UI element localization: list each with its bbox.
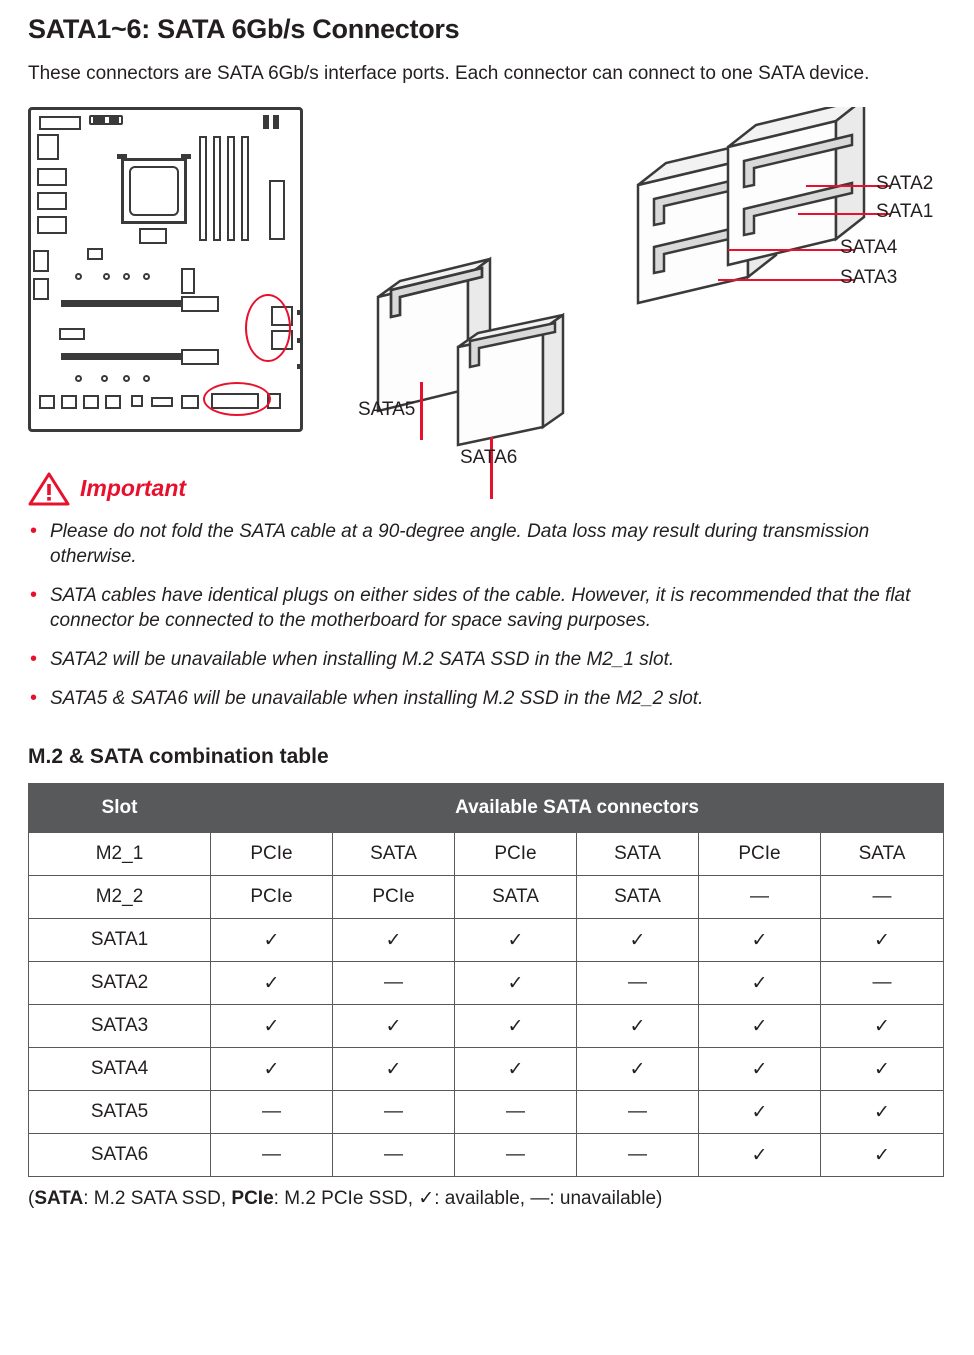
m2-sata-combination-table: [28, 783, 944, 1177]
leader-sata4: [728, 249, 854, 252]
cell: ✓: [699, 1134, 821, 1177]
label-sata4: SATA4: [840, 236, 898, 258]
cell: ✓: [333, 1048, 455, 1091]
cell: —: [577, 962, 699, 1005]
legend-pcie-key: PCIe: [231, 1188, 274, 1210]
cell: ✓: [211, 1048, 333, 1091]
cell: ✓: [699, 1048, 821, 1091]
cell: ✓: [211, 962, 333, 1005]
table-row: [29, 1005, 944, 1048]
important-header: [28, 471, 946, 507]
cell: ✓: [821, 919, 944, 962]
list-item: • Please do not fold the SATA cable at a 90-degree angle. Data loss may result during transmission otherwise.: [28, 519, 946, 569]
legend-pcie-desc: : M.2 PCIe SSD, ✓: available, —: unavailable): [273, 1188, 663, 1210]
cell: PCIe: [333, 876, 455, 919]
table-row: [29, 1134, 944, 1177]
table-legend: [28, 1187, 946, 1210]
sata1234-connector-illustration: [608, 107, 878, 307]
motherboard-diagram: [28, 107, 303, 432]
list-item: • SATA cables have identical plugs on either sides of the cable. However, it is recommended that the flat connector be connected to the motherboard for space saving purposes.: [28, 583, 946, 633]
important-notes-list: [28, 519, 946, 711]
row-slot: SATA4: [29, 1048, 211, 1091]
list-item: • SATA2 will be unavailable when installing M.2 SATA SSD in the M2_1 slot.: [28, 647, 946, 672]
label-sata1: SATA1: [876, 200, 934, 222]
cell: —: [211, 1134, 333, 1177]
label-sata5: SATA5: [358, 398, 416, 420]
cell: —: [577, 1091, 699, 1134]
cell: —: [699, 876, 821, 919]
cell: ✓: [699, 1005, 821, 1048]
cell: ✓: [577, 919, 699, 962]
row-slot: SATA2: [29, 962, 211, 1005]
cell: PCIe: [211, 833, 333, 876]
cell: PCIe: [699, 833, 821, 876]
cell: —: [821, 876, 944, 919]
cell: SATA: [821, 833, 944, 876]
table-row: [29, 1048, 944, 1091]
cell: ✓: [333, 1005, 455, 1048]
cell: ✓: [821, 1134, 944, 1177]
cell: —: [333, 1134, 455, 1177]
cell: ✓: [455, 962, 577, 1005]
cell: SATA: [333, 833, 455, 876]
cell: PCIe: [211, 876, 333, 919]
highlight-circle-right: [245, 294, 291, 362]
warning-icon: [28, 471, 70, 507]
cell: SATA: [577, 876, 699, 919]
cell: PCIe: [455, 833, 577, 876]
row-slot: SATA6: [29, 1134, 211, 1177]
figure-group: [28, 107, 946, 467]
table-row: [29, 919, 944, 962]
cell: ✓: [333, 919, 455, 962]
cell: ✓: [821, 1005, 944, 1048]
table-row: [29, 1091, 944, 1134]
highlight-circle-bottom: [203, 382, 271, 416]
important-label: Important: [80, 475, 187, 502]
row-slot: M2_1: [29, 833, 211, 876]
row-slot: SATA1: [29, 919, 211, 962]
cell: ✓: [821, 1048, 944, 1091]
page-title: SATA1~6: SATA 6Gb/s Connectors: [28, 14, 460, 44]
header-available-sata: Available SATA connectors: [211, 784, 944, 833]
table-title: M.2 & SATA combination table: [28, 745, 329, 769]
cell: ✓: [821, 1091, 944, 1134]
cell: SATA: [455, 876, 577, 919]
cell: —: [333, 1091, 455, 1134]
cell: ✓: [699, 1091, 821, 1134]
cell: ✓: [455, 1005, 577, 1048]
cell: —: [333, 962, 455, 1005]
cell: —: [577, 1134, 699, 1177]
legend-sata-desc: : M.2 SATA SSD,: [83, 1188, 232, 1210]
cell: ✓: [577, 1005, 699, 1048]
cell: ✓: [577, 1048, 699, 1091]
header-slot: Slot: [29, 784, 211, 833]
legend-sata-key: SATA: [34, 1188, 84, 1210]
cell: ✓: [455, 1048, 577, 1091]
label-sata3: SATA3: [840, 266, 898, 288]
cell: —: [455, 1134, 577, 1177]
row-slot: M2_2: [29, 876, 211, 919]
table-row: [29, 876, 944, 919]
legend-open: (: [28, 1188, 35, 1210]
list-item: • SATA5 & SATA6 will be unavailable when installing M.2 SSD in the M2_2 slot.: [28, 686, 946, 711]
row-slot: SATA5: [29, 1091, 211, 1134]
cell: —: [455, 1091, 577, 1134]
label-sata2: SATA2: [876, 172, 934, 194]
cell: ✓: [455, 919, 577, 962]
cell: ✓: [699, 962, 821, 1005]
table-header-row: [29, 784, 944, 833]
cell: ✓: [699, 919, 821, 962]
leader-sata3: [718, 279, 854, 282]
cell: SATA: [577, 833, 699, 876]
cell: ✓: [211, 919, 333, 962]
intro-paragraph: These connectors are SATA 6Gb/s interface ports. Each connector can connect to one SATA device.: [28, 63, 870, 85]
table-row: [29, 833, 944, 876]
page-content: [28, 14, 946, 1210]
label-sata6: SATA6: [460, 446, 518, 468]
cell: —: [821, 962, 944, 1005]
row-slot: SATA3: [29, 1005, 211, 1048]
cell: ✓: [211, 1005, 333, 1048]
cell: —: [211, 1091, 333, 1134]
table-row: [29, 962, 944, 1005]
